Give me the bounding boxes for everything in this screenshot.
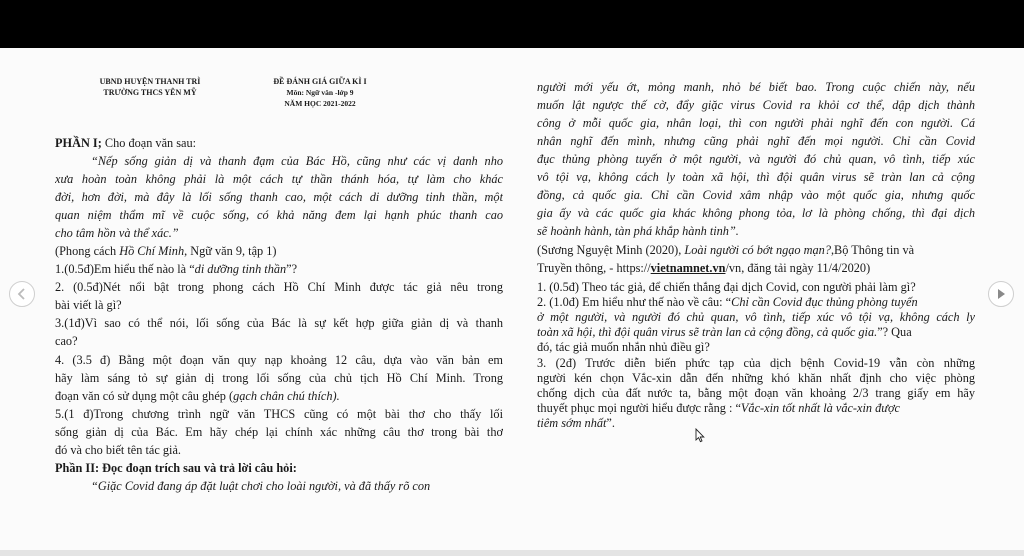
source-title: Hồ Chí Minh (119, 244, 185, 259)
q4-last-prefix: đoạn văn có sử dụng một câu ghép ( (55, 388, 234, 403)
source-suffix: ,Bộ Thông tin và (830, 242, 915, 257)
passage-line: gia ấy và các quốc gia khác không phong tỏa, lơ là phòng chống, thì đại dịch (537, 206, 975, 220)
question-5 (55, 405, 503, 459)
passage-source-line2 (537, 259, 975, 278)
part1-heading (55, 134, 503, 152)
q2-last: đó, tác giả muốn nhắn nhủ điều gì? (537, 340, 710, 355)
source-url-prefix: Truyền thông, - https:// (537, 261, 651, 275)
part1-title: PHẦN I; (55, 136, 102, 150)
source-title: Loài người có bớt ngạo mạn? (684, 242, 831, 257)
passage-source (55, 242, 503, 260)
passage-line: muốn lật ngược thế cờ, đẩy giặc virus Covid ra khỏi cơ thể, dập dịch thành (537, 98, 975, 112)
q3-line: 3. (2đ) Trước diễn biến phức tạp của dịch bệnh Covid-19 vẫn còn những (537, 355, 975, 370)
q4-line: 4. (3.5 đ) Bằng một đoạn văn quy nạp khoảng 12 câu, dựa vào văn bản em (55, 352, 503, 367)
quote-line: xưa hoàn toàn không phải là một cách tự thần thánh hóa, tự làm cho khác (55, 172, 503, 187)
passage-line: đục thủng phòng tuyến ở một người, và người đó chủ quan, vô tình, tiếp xúc (537, 152, 975, 166)
covid-passage (537, 78, 975, 241)
page-bottom-strip (0, 550, 1024, 556)
part2-quote-start: “Giặc Covid đang áp đặt luật chơi cho loài người, và đã thấy rõ con (91, 478, 431, 493)
question-1: 1. (0.5đ) Theo tác giả, để chiến thắng đại dịch Covid, con người phải làm gì? (537, 279, 916, 294)
passage-source (537, 241, 975, 260)
right-questions (537, 280, 975, 432)
q2-after: ”? Qua (877, 325, 912, 340)
question-1 (55, 260, 503, 278)
left-body (55, 134, 503, 495)
source-prefix: (Phong cách (55, 244, 120, 259)
passage-line: người mới yếu ớt, mỏng manh, nhỏ bé biết bao. Trong cuộc chiến này, nếu (537, 80, 975, 94)
q1-suffix: ”? (286, 262, 298, 277)
q2-line: bài viết là gì? (55, 298, 122, 313)
district-name: UBND HUYỆN THANH TRÌ (99, 77, 201, 86)
prev-page-button[interactable] (9, 281, 35, 307)
q4-line: hãy làm sáng tỏ sự giản dị trong lối sống của chủ tịch Hồ Chí Minh. Trong (55, 370, 503, 385)
q5-line: sống giản dị của Bác. Em hãy chép lại chính xác những câu thơ trong bài thơ (55, 424, 503, 439)
exam-subject: Môn: Ngữ văn -lớp 9 (286, 88, 354, 97)
passage-line: nhân nghĩ đến mình, nhưng cũng phải nghĩ đến mọi người. Chỉ cần Covid (537, 134, 975, 148)
exam-header (250, 76, 390, 109)
q1-term: di dưỡng tinh thần (194, 262, 287, 277)
source-date: , đăng tải ngày 11/4/2020) (741, 261, 871, 275)
q4-last-italic: gạch chân chú thích). (233, 388, 340, 403)
question-2 (55, 278, 503, 314)
q5-line: đó và cho biết tên tác giả. (55, 442, 181, 457)
source-prefix: (Sương Nguyệt Minh (2020), (537, 242, 685, 257)
school-header (55, 76, 245, 98)
quote-line: cho tâm hồn và thể xác.” (55, 226, 179, 241)
top-black-bar (0, 0, 1024, 48)
question-4 (55, 351, 503, 405)
q2-line: 2. (0.5đ)Nét nổi bật trong phong cách Hồ Chí Minh được tác giả nêu trong (55, 280, 503, 295)
mouse-cursor-icon (695, 428, 705, 443)
passage-line: sẽ hoành hành, tàn phá khắp hành tinh”. (537, 224, 739, 238)
chevron-left-icon (17, 288, 27, 300)
source-suffix: , Ngữ văn 9, tập 1) (184, 244, 277, 259)
question-3 (55, 314, 503, 350)
quote-line: quan niệm thẩm mĩ về cuộc sống, có khả năng đem lại hạnh phúc thanh cao (55, 208, 503, 223)
q2-prefix: 2. (1.0đ) Em hiểu như thế nào về câu: “ (537, 294, 732, 309)
source-link[interactable]: vietnamnet.vn (650, 261, 726, 275)
q3-line5-suffix: ”. (606, 416, 615, 431)
q3-line4-prefix: thuyết phục mọi người hiểu được rằng : “ (537, 401, 741, 416)
part1-intro: Cho đoạn văn sau: (101, 136, 197, 150)
right-body (537, 78, 975, 431)
q3-line: người kén chọn Vắc-xin dẫn đến những khó khăn nhất định cho việc phòng (537, 370, 975, 385)
q1-prefix: 1.(0.5đ)Em hiểu thế nào là “ (55, 262, 195, 277)
source-url-path: /vn (725, 261, 742, 275)
exam-year: NĂM HỌC 2021-2022 (284, 99, 356, 108)
q3-line (537, 401, 975, 416)
q3-line4-italic: Vắc-xin tốt nhất là vắc-xin được (740, 401, 900, 416)
passage-quote (55, 152, 503, 242)
exam-title: ĐỀ ĐÁNH GIÁ GIỮA KÌ I (273, 77, 367, 86)
q3-line (537, 416, 975, 431)
q2-quote-line (537, 325, 975, 340)
q5-line: 5.(1 đ)Trong chương trình ngữ văn THCS cũng có một bài thơ cho thấy lối (55, 406, 503, 421)
q2-quote-line: ở một người, và người đó chủ quan, vô tình, tiếp xúc vô tội vạ, không cách ly (537, 309, 975, 324)
q2-quote-end: toàn xã hội, thì đội quân virus sẽ tràn lan cả cộng đồng, cả quốc gia. (537, 325, 878, 340)
passage-line: đồng, cả quốc gia. Chỉ cần Covid xâm nhập vào một quốc gia, nhưng quốc (537, 188, 975, 202)
passage-line: công ở mỗi quốc gia, nhân loại, thì con người phải nghĩ đến con người. Cá (537, 116, 975, 130)
play-icon (996, 288, 1006, 300)
q2-quote: Chỉ cần Covid đục thủng phòng tuyến (731, 294, 918, 309)
quote-line: đời, hơn đời, mà đây là lối sống thanh cao, một cách di dưỡng tinh thần, một (55, 190, 503, 205)
passage-line: vô tội vạ, không cách ly toàn xã hội, thì đội quân virus sẽ tràn lan cả cộng (537, 170, 975, 184)
q3-line: cao? (55, 334, 78, 349)
part2-title: Phần II: Đọc đoạn trích sau và trả lời câu hỏi: (55, 460, 297, 475)
school-name: TRƯỜNG THCS YÊN MỸ (103, 88, 197, 97)
next-page-button[interactable] (988, 281, 1014, 307)
q3-line: 3.(1đ)Vì sao có thể nói, lối sống của Bác là sự kết hợp giữa giản dị và thanh (55, 316, 503, 331)
q3-line: chống dịch của đất nước ta, bằng một đoạn văn khoảng 2/3 trang giấy em hãy (537, 385, 975, 400)
q3-line5-italic: tiêm sớm nhất (537, 416, 607, 431)
quote-line: “Nếp sống giản dị và thanh đạm của Bác Hồ, cũng như các vị danh nho (91, 154, 503, 169)
question-2 (537, 295, 975, 310)
document-page (0, 48, 1024, 556)
q4-line (55, 387, 503, 405)
